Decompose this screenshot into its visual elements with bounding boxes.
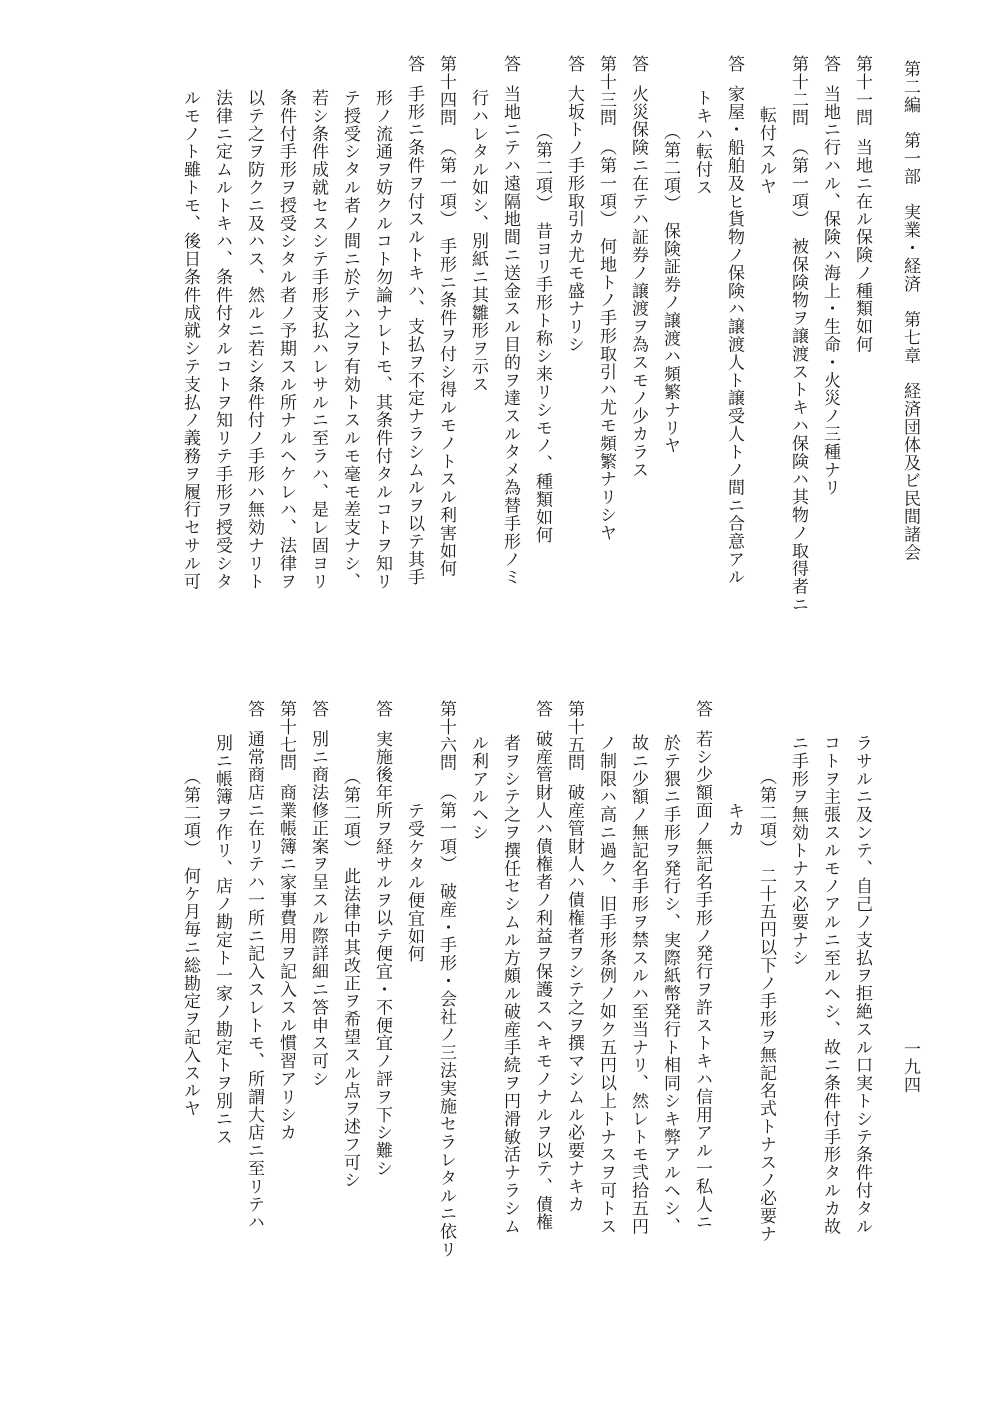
text-column (302, 55, 334, 665)
column-text: 若シ条件成就セスシテ手形支払ハレサルニ至ラハ、是レ固ヨリ (308, 89, 328, 591)
column-text: 行ハレタル如シ、別紙ニ其雛形ヲ示ス (468, 89, 488, 394)
text-column (782, 700, 814, 1340)
answer-label: 答 (692, 700, 712, 718)
column-text: キカ (724, 802, 744, 838)
column-text: 以テ之ヲ防クニ及ハス、然ルニ若シ条件付ノ手形ハ無効ナリト (244, 89, 264, 591)
text-column (334, 55, 366, 665)
column-text: トキハ転付ス (692, 89, 712, 197)
text-column (622, 700, 654, 1340)
column-text: 破産管財人ハ債権者ヲシテ之ヲ撰マシムル必要ナキカ (564, 783, 584, 1214)
text-column (558, 55, 590, 665)
text-column (718, 55, 750, 665)
column-text: 別ニ商法修正案ヲ呈スル際詳細ニ答申ス可シ (308, 729, 328, 1088)
column-text: 当地ニ行ハル、保険ハ海上・生命・火災ノ三種ナリ (820, 84, 840, 497)
text-column (366, 55, 398, 665)
text-column (526, 55, 558, 665)
text-column (494, 700, 526, 1340)
text-column (622, 55, 654, 665)
text-column (238, 55, 270, 665)
text-column (206, 55, 238, 665)
column-text: 手形ニ条件ヲ付スルトキハ、支払ヲ不定ナラシムルヲ以テ其手 (404, 84, 424, 587)
question-label: 第十七問 (276, 700, 296, 772)
text-column (590, 55, 622, 665)
column-text: 通常商店ニ在リテハ一所ニ記入スレトモ、所謂大店ニ至リテハ (244, 729, 264, 1232)
answer-label: 答 (724, 55, 744, 73)
answer-label: 答 (820, 55, 840, 73)
text-column (270, 700, 302, 1340)
column-text: ルモノト雖トモ、後日条件成就シテ支払ノ義務ヲ履行セサル可 (180, 89, 200, 591)
text-column (686, 55, 718, 665)
column-text: テ授受シタル者ノ間ニ於テハ之ヲ有効トスルモ毫モ差支ナシ、 (340, 89, 360, 591)
question-label: 第十五問 (564, 700, 584, 772)
column-text: ル利アルヘシ (468, 734, 488, 842)
column-text: 破産管財人ハ債権者ノ利益ヲ保護スヘキモノナルヲ以テ、債権 (532, 729, 552, 1232)
text-column (238, 700, 270, 1340)
question-label: 第十三問 (596, 55, 616, 127)
question-label: 第十六問 (436, 700, 456, 772)
column-text: 法律ニ定ムルトキハ、条件付タルコトヲ知リテ手形ヲ授受シタ (212, 89, 232, 591)
text-column (206, 700, 238, 1340)
question-label: 第十一問 (852, 55, 872, 127)
column-text: 転付スルヤ (756, 106, 776, 196)
answer-label: 答 (404, 55, 424, 73)
answer-label: 答 (628, 55, 648, 73)
column-text: 形ノ流通ヲ妨クルコト勿論ナレトモ、其条件付タルコトヲ知リ (372, 89, 392, 591)
text-column (654, 55, 686, 665)
page-number: 一九四 (900, 1040, 920, 1094)
column-text: 商業帳簿ニ家事費用ヲ記入スル慣習アリシカ (276, 783, 296, 1142)
text-column (398, 55, 430, 665)
text-column (558, 700, 590, 1340)
column-text: 実施後年所ヲ経サルヲ以テ便宜・不便宜ノ評ヲ下シ難シ (372, 729, 392, 1178)
column-text: （第二項） 二十五円以下ノ手形ヲ無記名式トナスノ必要ナ (756, 768, 776, 1243)
column-text: 当地ニテハ遠隔地間ニ送金スル目的ヲ達スルタメ為替手形ノミ (500, 84, 520, 587)
text-column (366, 700, 398, 1340)
answer-label: 答 (244, 700, 264, 718)
answer-label: 答 (308, 700, 328, 718)
text-column (814, 700, 846, 1340)
column-text: 於テ猥ニ手形ヲ発行シ、実際紙幣発行ト相同シキ弊アルヘシ、 (660, 734, 680, 1236)
answer-label: 答 (372, 700, 392, 718)
text-column (526, 700, 558, 1340)
column-text: （第一項） 破産・手形・会社ノ三法実施セラレタルニ依リ (436, 783, 456, 1259)
column-text: 条件付手形ヲ授受シタル者ノ予期スル所ナルヘケレハ、法律ヲ (276, 89, 296, 591)
column-text: 火災保険ニ在テハ証券ノ譲渡ヲ為スモノ少カラス (628, 84, 648, 479)
text-column (462, 700, 494, 1340)
upper-text-block (174, 55, 878, 665)
text-column (494, 55, 526, 665)
text-column (846, 55, 878, 665)
column-text: ラサルニ及ンテ、自己ノ支払ヲ拒絶スル口実トシテ条件付タル (852, 734, 872, 1236)
text-column (814, 55, 846, 665)
column-text: コトヲ主張スルモノアルニ至ルヘシ、故ニ条件付手形タルカ故 (820, 734, 840, 1236)
text-column (686, 700, 718, 1340)
column-text: 故ニ少額ノ無記名手形ヲ禁スルハ至当ナリ、然レトモ弐拾五円 (628, 734, 648, 1236)
answer-label: 答 (564, 55, 584, 73)
text-column (782, 55, 814, 665)
text-column (334, 700, 366, 1340)
column-text: 者ヲシテ之ヲ撰任セシムル方頗ル破産手続ヲ円滑敏活ナラシム (500, 734, 520, 1236)
lower-text-block (174, 700, 878, 1340)
column-text: （第二項） 此法律中其改正ヲ希望スル点ヲ述フ可シ (340, 768, 360, 1190)
question-label: 第十二問 (788, 55, 808, 127)
column-text: （第一項） 被保険物ヲ譲渡ストキハ保険ハ其物ノ取得者ニ (788, 138, 808, 614)
column-text: （第二項） 保険証券ノ譲渡ハ頻繁ナリヤ (660, 123, 680, 455)
text-column (750, 700, 782, 1340)
text-column (174, 55, 206, 665)
text-column (590, 700, 622, 1340)
column-text: 大坂トノ手形取引カ尤モ盛ナリシ (564, 84, 584, 354)
column-text: 家屋・船舶及ヒ貨物ノ保険ハ譲渡人ト譲受人トノ間ニ合意アル (724, 84, 744, 587)
column-text: テ受ケタル便宜如何 (404, 802, 424, 964)
column-text: 若シ少額面ノ無記名手形ノ発行ヲ許ストキハ信用アル一私人ニ (692, 729, 712, 1232)
text-column (654, 700, 686, 1340)
text-column (430, 55, 462, 665)
text-column (302, 700, 334, 1340)
text-column (846, 700, 878, 1340)
text-column (398, 700, 430, 1340)
question-label: 第十四問 (436, 55, 456, 127)
text-column (174, 700, 206, 1340)
answer-label: 答 (500, 55, 520, 73)
text-column (462, 55, 494, 665)
column-text: 当地ニ在ル保険ノ種類如何 (852, 138, 872, 354)
text-column (718, 700, 750, 1340)
column-text: ノ制限ハ高ニ過ク、旧手形条例ノ如ク五円以上トナスヲ可トス (596, 734, 616, 1236)
answer-label: 答 (532, 700, 552, 718)
column-text: 別ニ帳簿ヲ作リ、店ノ勘定ト一家ノ勘定トヲ別ニス (212, 734, 232, 1146)
running-head: 第二編 第一部 実業・経済 第七章 経済団体及ビ民間諸会 (900, 60, 920, 562)
column-text: （第二項） 何ケ月毎ニ総勘定ヲ記入スルヤ (180, 768, 200, 1118)
text-column (430, 700, 462, 1340)
column-text: （第二項） 昔ヨリ手形ト称シ来リシモノ、種類如何 (532, 123, 552, 545)
text-column (270, 55, 302, 665)
column-text: （第一項） 手形ニ条件ヲ付シ得ルモノトスル利害如何 (436, 138, 456, 578)
column-text: ニ手形ヲ無効トナス必要ナシ (788, 734, 808, 967)
column-text: （第一項） 何地トノ手形取引ハ尤モ頻繁ナリシヤ (596, 138, 616, 542)
text-column (750, 55, 782, 665)
